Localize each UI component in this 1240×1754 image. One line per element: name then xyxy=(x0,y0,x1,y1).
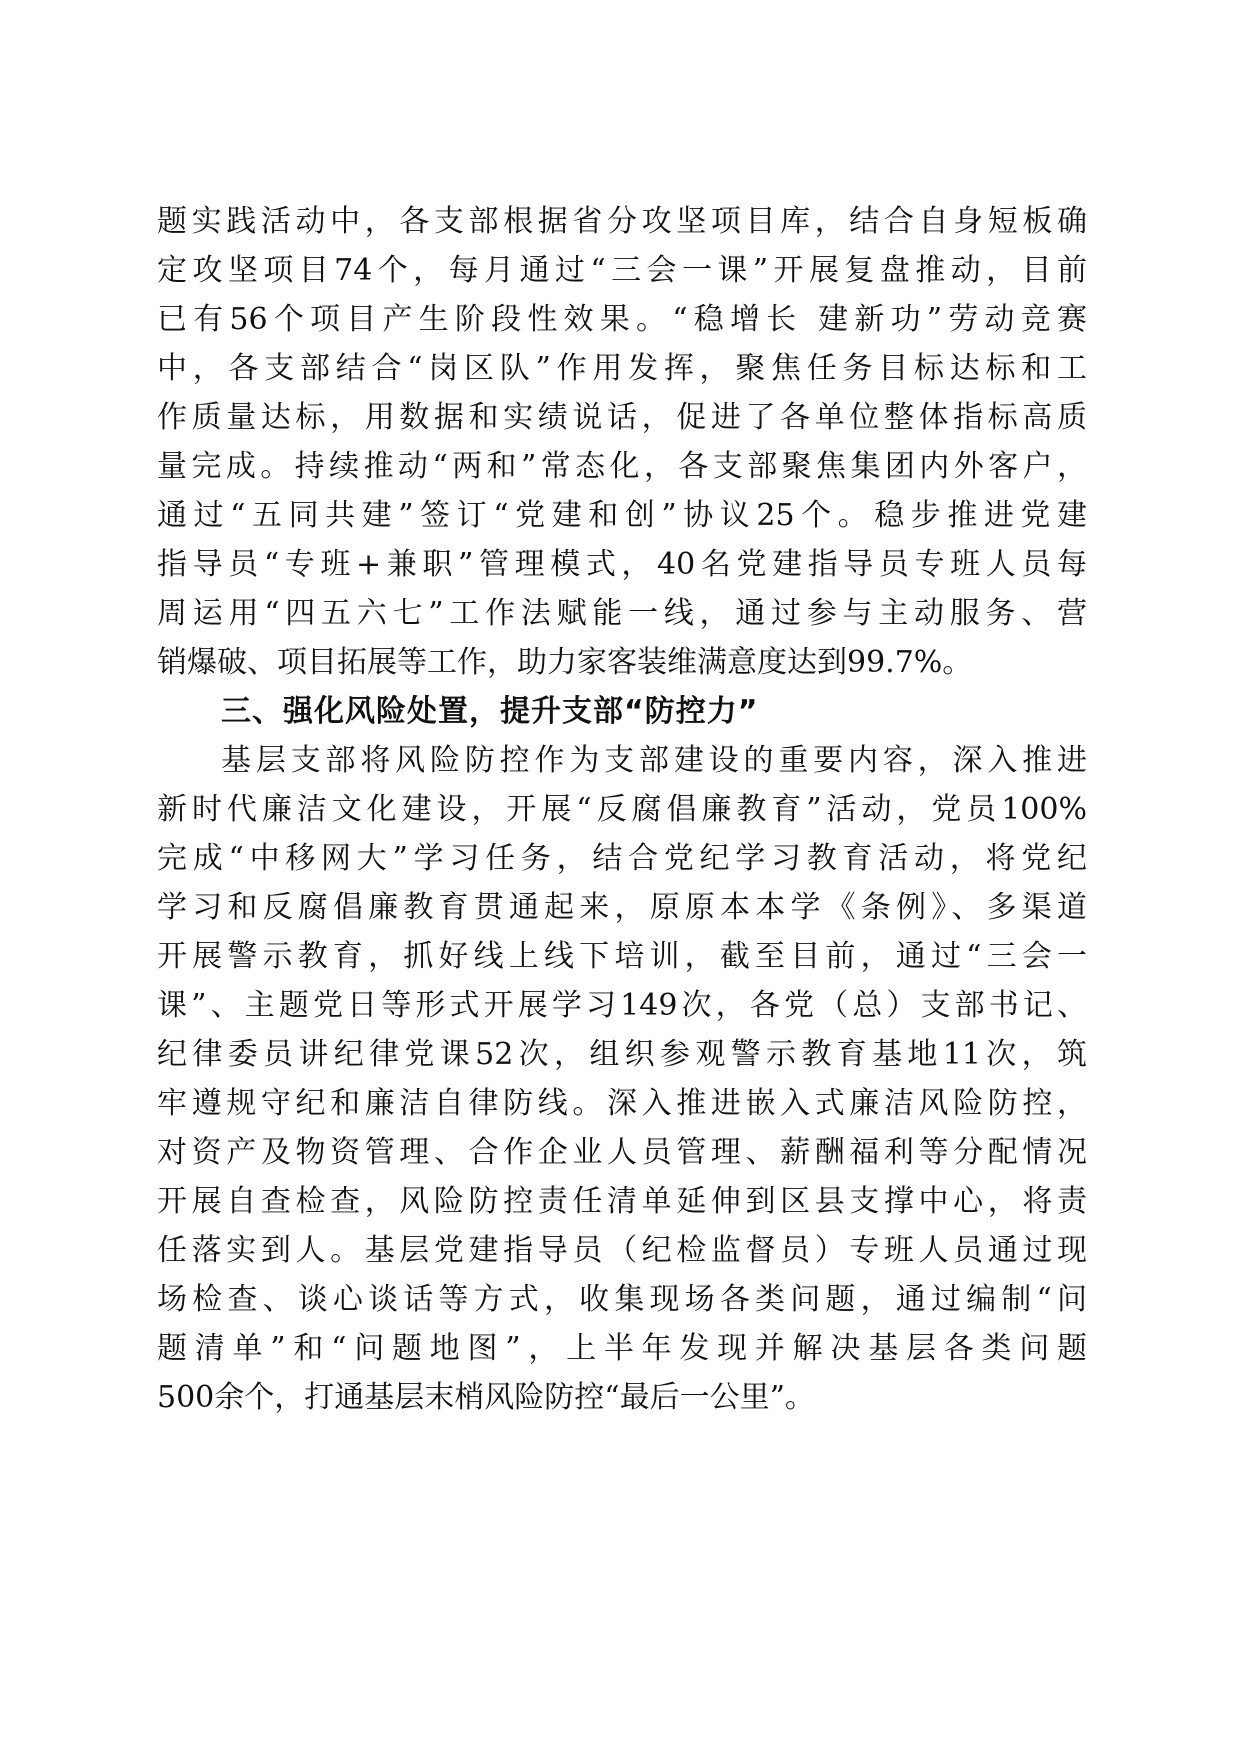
text-line: 对资产及物资管理、合作企业人员管理、薪酬福利等分配情况 xyxy=(157,1135,1087,1170)
paragraph-risk-control xyxy=(157,736,1087,1422)
text-line: 题清单”和“问题地图”，上半年发现并解决基层各类问题 xyxy=(157,1331,1087,1366)
text-line: 基层支部将风险防控作为支部建设的重要内容，深入推进 xyxy=(221,743,1087,778)
text-line: 开展警示教育，抓好线上线下培训，截至目前，通过“三会一 xyxy=(157,939,1087,974)
text-line: 指导员“专班+兼职”管理模式，40名党建指导员专班人员每 xyxy=(157,547,1087,582)
text-line: 开展自查检查，风险防控责任清单延伸到区县支撑中心，将责 xyxy=(157,1184,1087,1219)
text-line: 学习和反腐倡廉教育贯通起来，原原本本学《条例》、多渠道 xyxy=(157,890,1087,925)
text-line: 牢遵规守纪和廉洁自律防线。深入推进嵌入式廉洁风险防控， xyxy=(157,1086,1087,1121)
text-line: 题实践活动中，各支部根据省分攻坚项目库，结合自身短板确 xyxy=(157,204,1087,239)
text-line: 周运用“四五六七”工作法赋能一线，通过参与主动服务、营 xyxy=(157,596,1087,631)
text-line: 作质量达标，用数据和实绩说话，促进了各单位整体指标高质 xyxy=(157,400,1087,435)
text-line: 通过“五同共建”签订“党建和创”协议25个。稳步推进党建 xyxy=(157,498,1087,533)
text-line: 场检查、谈心谈话等方式，收集现场各类问题，通过编制“问 xyxy=(157,1282,1087,1317)
text-line: 任落实到人。基层党建指导员（纪检监督员）专班人员通过现 xyxy=(157,1233,1087,1268)
section-heading: 三、强化风险处置，提升支部“防控力” xyxy=(221,694,759,729)
text-line: 量完成。持续推动“两和”常态化，各支部聚焦集团内外客户， xyxy=(157,449,1087,484)
text-line: 完成“中移网大”学习任务，结合党纪学习教育活动，将党纪 xyxy=(157,841,1087,876)
text-line: 课”、主题党日等形式开展学习149次，各党（总）支部书记、 xyxy=(157,988,1087,1023)
text-line: 中，各支部结合“岗区队”作用发挥，聚焦任务目标达标和工 xyxy=(157,351,1087,386)
text-line: 定攻坚项目74个，每月通过“三会一课”开展复盘推动，目前 xyxy=(157,253,1087,288)
text-line: 新时代廉洁文化建设，开展“反腐倡廉教育”活动，党员100% xyxy=(157,792,1087,827)
text-line: 纪律委员讲纪律党课52次，组织参观警示教育基地11次，筑 xyxy=(157,1037,1087,1072)
paragraph-continuation xyxy=(157,197,1087,687)
text-line: 500余个，打通基层末梢风险防控“最后一公里”。 xyxy=(157,1380,815,1415)
text-line: 销爆破、项目拓展等工作，助力家客装维满意度达到99.7%。 xyxy=(157,645,973,680)
document-body xyxy=(157,197,1087,1422)
text-line: 已有56个项目产生阶段性效果。“稳增长 建新功”劳动竞赛 xyxy=(157,302,1087,337)
